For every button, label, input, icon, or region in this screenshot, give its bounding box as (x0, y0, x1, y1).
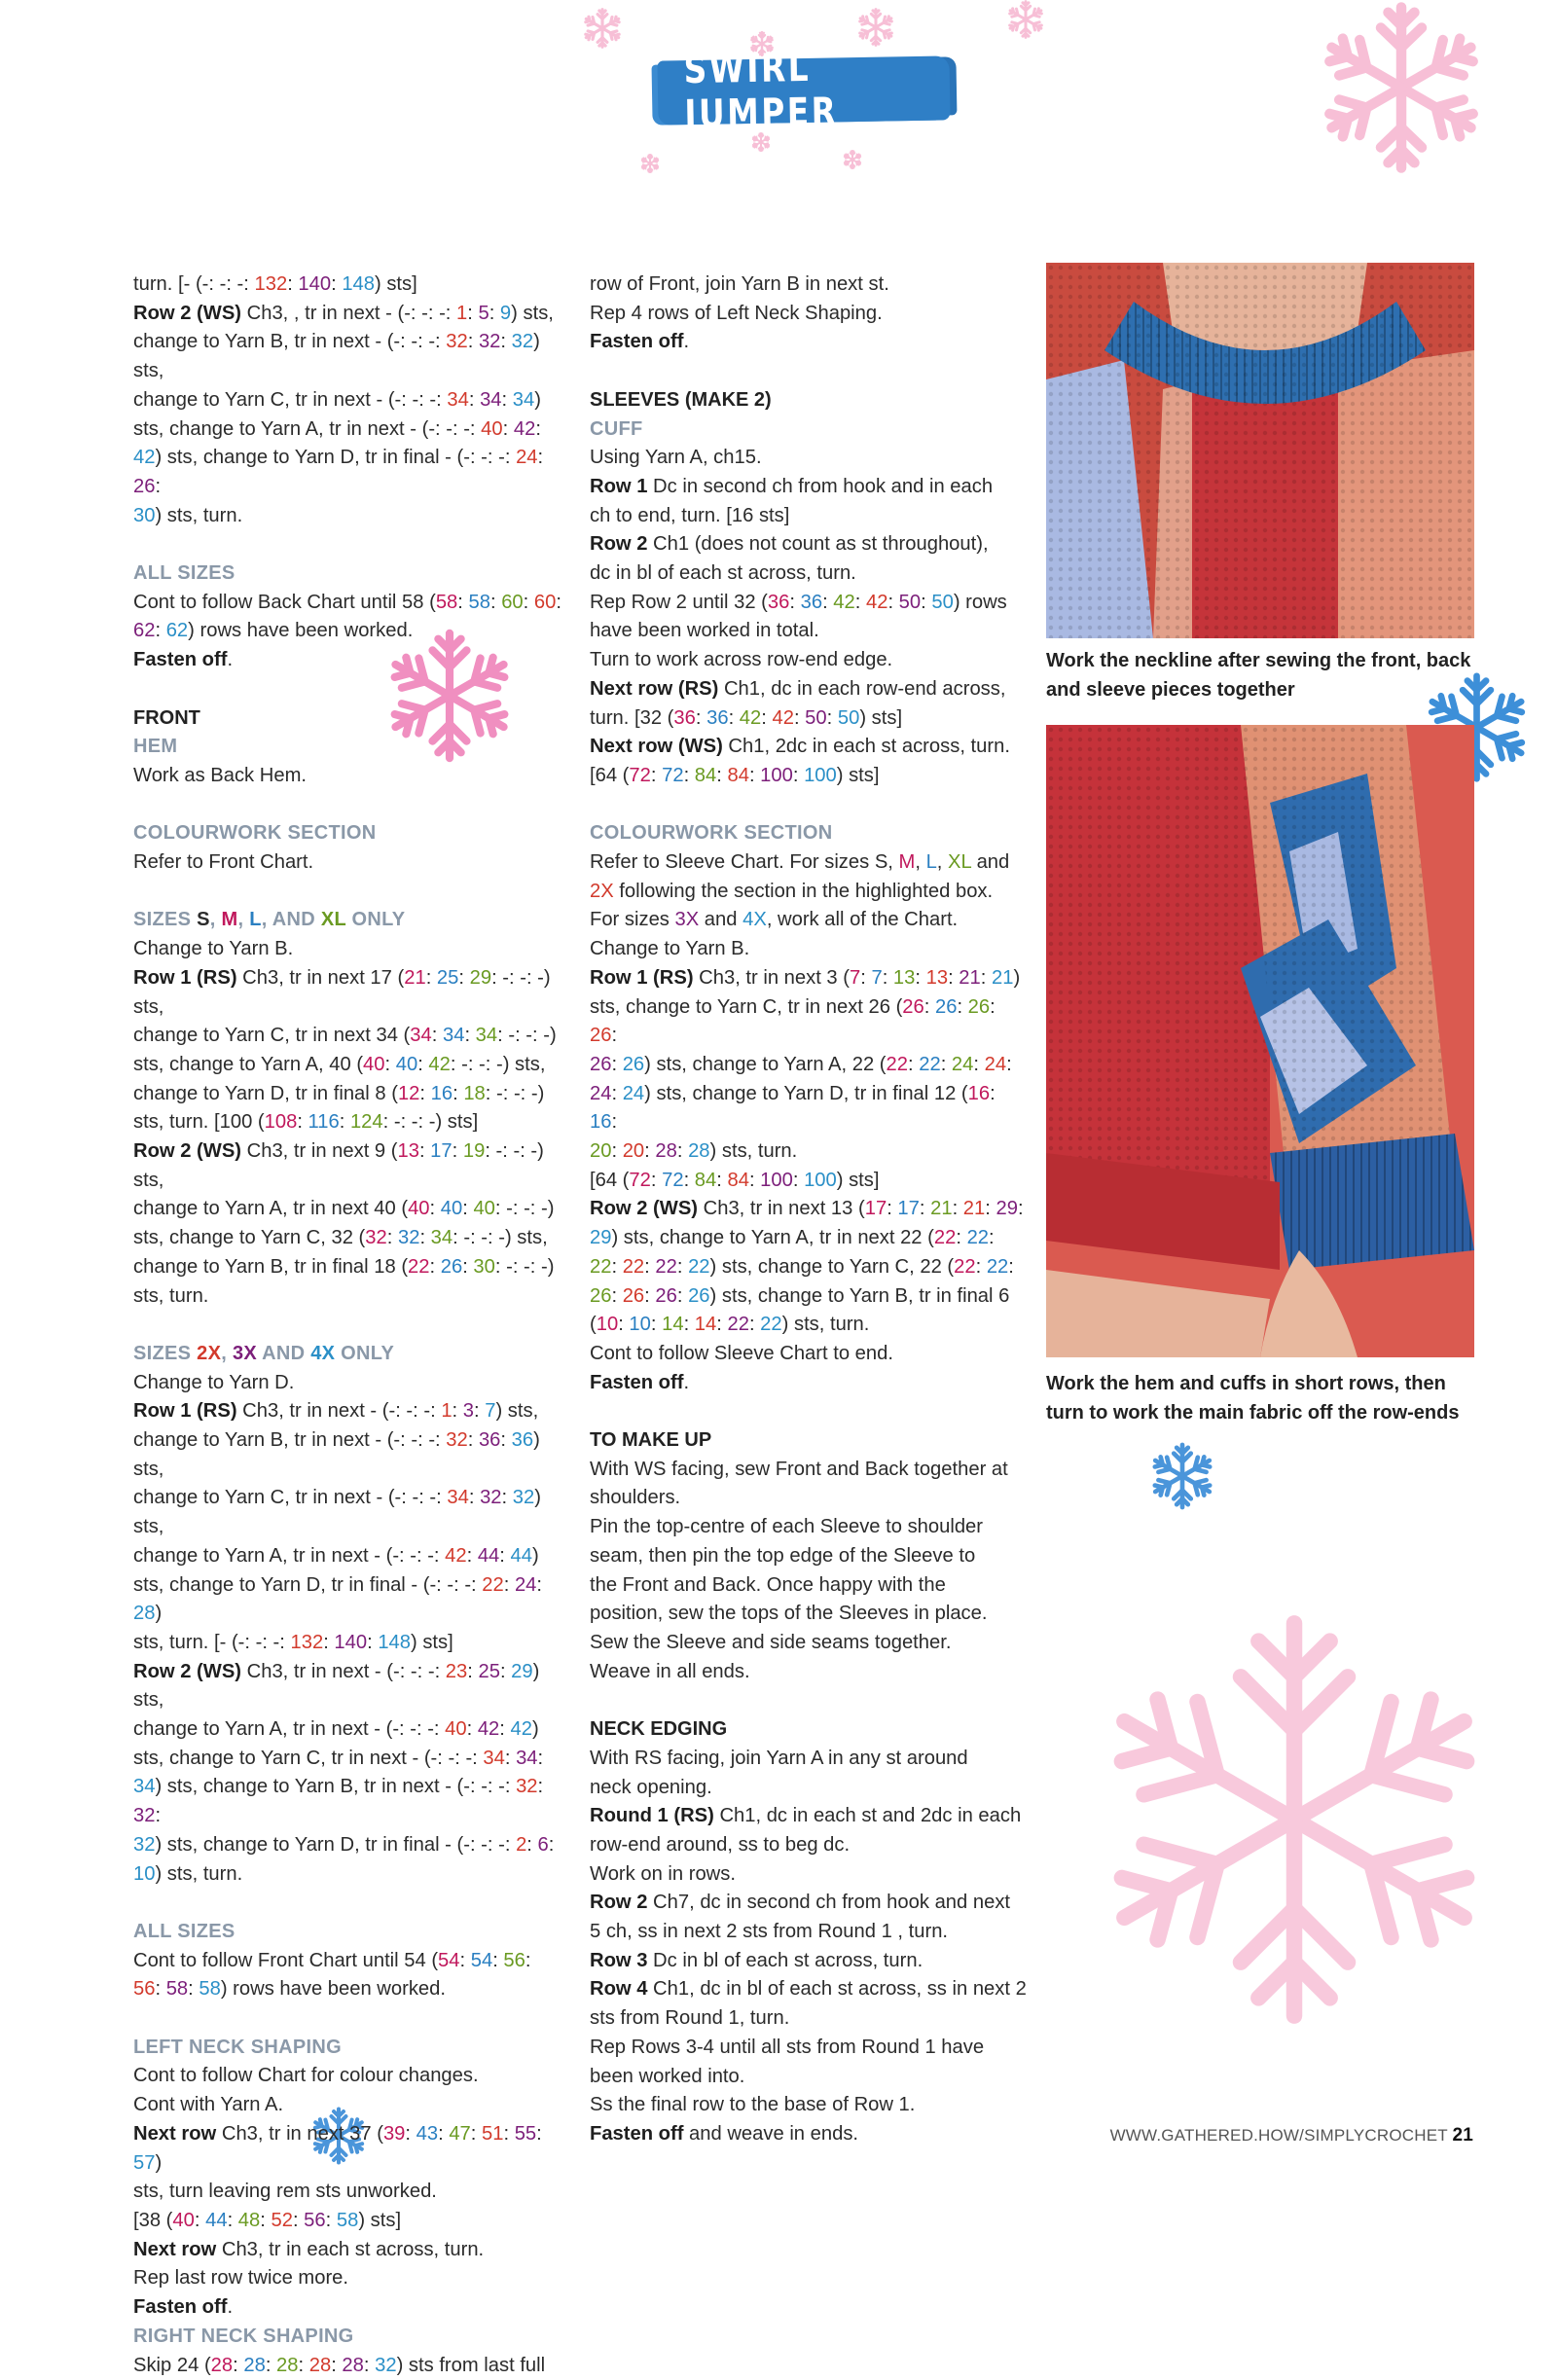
text-line: 26: 26) sts, change to Yarn A, 22 (22: 22: 24: 24: (590, 1053, 1012, 1075)
text-line: sts, turn. (133, 1284, 209, 1307)
text-line: turn. [32 (36: 36: 42: 42: 50: 50) sts] (590, 706, 903, 729)
text-line: sts, turn. [- (-: -: -: 132: 140: 148) sts] (133, 1631, 453, 1653)
text-line: row of Front, join Yarn B in next st. (590, 273, 889, 295)
text-line: Row 1 (RS) Ch3, tr in next 3 (7: 7: 13: 13: 21: 21) (590, 966, 1021, 989)
snowflake-icon (640, 154, 660, 173)
text-line: Using Yarn A, ch15. (590, 447, 762, 469)
text-line: Work as Back Hem. (133, 764, 307, 786)
text-line: 32) sts, change to Yarn D, tr in final - (-: -: -: 2: 6: (133, 1833, 555, 1856)
text-line: 10) sts, turn. (133, 1862, 243, 1885)
text-line: Change to Yarn B. (133, 938, 294, 960)
text-line: [38 (40: 44: 48: 52: 56: 58) sts] (133, 2210, 402, 2231)
text-line: Sew the Sleeve and side seams together. (590, 1632, 952, 1653)
snowflake-icon (1080, 1605, 1508, 2034)
text-line: change to Yarn A, tr in next 40 (40: 40: 40: -: -: -) (133, 1198, 555, 1220)
text-line: sts, change to Yarn D, tr in final - (-: -: -: 22: 24: 28) (133, 1573, 543, 1625)
text-line: sts, change to Yarn A, 40 (40: 40: 42: -: -: -) sts, (133, 1053, 546, 1075)
section-heading: NECK EDGING (590, 1718, 728, 1741)
text-line: Rep last row twice more. (133, 2267, 349, 2290)
text-line: Skip 24 (28: 28: 28: 28: 28: 32) sts from last full (133, 2354, 546, 2376)
text-line: 56: 58: 58) rows have been worked. (133, 1978, 446, 2001)
section-heading: COLOURWORK SECTION (590, 822, 833, 845)
text-line: Row 1 (RS) Ch3, tr in next 17 (21: 25: 29: -: -: -) sts, (133, 966, 551, 1018)
text-line: Fasten off. (590, 1371, 690, 1393)
text-line: turn. [- (-: -: -: 132: 140: 148) sts] (133, 273, 417, 295)
page-number: 21 (1452, 2125, 1473, 2146)
text-line: have been worked in total. (590, 620, 819, 642)
text-line: shoulders. (590, 1487, 681, 1509)
text-line: sts, change to Yarn C, 32 (32: 32: 34: -: -: -) sts, (133, 1227, 548, 1249)
text-line: Cont to follow Chart for colour changes. (133, 2065, 479, 2087)
text-line: sts, change to Yarn A, tr in next - (-: -: -: 40: 42: (133, 417, 541, 440)
text-line: 22: 22: 22: 22) sts, change to Yarn C, 22 (22: 22: (590, 1255, 1014, 1278)
text-line: Ss the final row to the base of Row 1. (590, 2094, 916, 2116)
text-line: Weave in all ends. (590, 1660, 750, 1682)
section-heading: RIGHT NECK SHAPING (133, 2325, 354, 2347)
page-title: SWIRL JUMPER (683, 45, 839, 138)
text-line: the Front and Back. Once happy with the (590, 1573, 946, 1596)
text-line: change to Yarn C, tr in next - (-: -: -: 34: 34: 34) (133, 388, 541, 411)
text-line: Row 2 (WS) Ch3, , tr in next - (-: -: -: 1: 5: 9) sts, (133, 302, 554, 324)
text-line: Refer to Sleeve Chart. For sizes S, M, L, XL and (590, 851, 1010, 874)
photo-caption: Work the hem and cuffs in short rows, then turn to work the main fabric off the row-ends (1046, 1373, 1460, 1424)
text-line: Fasten off. (133, 2296, 234, 2319)
text-line: Fasten off. (590, 331, 690, 353)
snowflake-icon (843, 150, 862, 169)
title-banner (657, 45, 950, 138)
text-line: Cont to follow Front Chart until 54 (54: 54: 56: (133, 1949, 531, 1971)
text-line: Work on in rows. (590, 1862, 736, 1885)
pattern-column-middle (590, 270, 1028, 2149)
text-line: [64 (72: 72: 84: 84: 100: 100) sts] (590, 1169, 880, 1191)
section-heading: SLEEVES (MAKE 2) (590, 388, 772, 411)
section-heading: SIZES S, M, L, AND XL ONLY (133, 909, 406, 931)
section-heading: TO MAKE UP (590, 1429, 712, 1452)
text-line: row-end around, ss to beg dc. (590, 1833, 851, 1856)
text-line: sts, change to Yarn C, tr in next 26 (26: 26: 26: 26: (590, 995, 996, 1047)
text-line: Round 1 (RS) Ch1, dc in each st and 2dc in each (590, 1805, 1022, 1827)
text-line: Next row (RS) Ch1, dc in each row-end across, (590, 677, 1006, 700)
website-link[interactable]: WWW.GATHERED.HOW/SIMPLYCROCHET (1109, 2126, 1448, 2145)
text-line: Row 2 Ch1 (does not count as st throughout), (590, 533, 989, 556)
text-line: Change to Yarn D. (133, 1371, 295, 1393)
text-line: For sizes 3X and 4X, work all of the Chart. (590, 909, 959, 931)
text-line: Fasten off. (133, 649, 234, 671)
text-line: 26: 26: 26: 26) sts, change to Yarn B, tr in final 6 (590, 1284, 1010, 1307)
text-line: 5 ch, ss in next 2 sts from Round 1 , turn. (590, 1921, 949, 1943)
text-line: [64 (72: 72: 84: 84: 100: 100) sts] (590, 764, 880, 786)
text-line: (10: 10: 14: 14: 22: 22) sts, turn. (590, 1314, 870, 1336)
snowflake-icon (856, 8, 895, 47)
text-line: sts, turn leaving rem sts unworked. (133, 2181, 437, 2203)
text-line: change to Yarn B, tr in next - (-: -: -: 32: 36: 36) sts, (133, 1429, 540, 1480)
text-line: Rep Rows 3-4 until all sts from Round 1 have (590, 2036, 985, 2058)
text-line: change to Yarn A, tr in next - (-: -: -: 42: 44: 44) (133, 1544, 539, 1567)
text-line: With WS facing, sew Front and Back together at (590, 1458, 1008, 1480)
sleeve-photo (1046, 725, 1474, 1357)
snowflake-icon (1285, 0, 1518, 175)
jumper-neckline-image (1046, 263, 1474, 638)
neckline-photo (1046, 263, 1474, 638)
section-heading: LEFT NECK SHAPING (133, 2036, 342, 2058)
section-heading: CUFF (590, 417, 643, 440)
text-line: Row 2 (WS) Ch3, tr in next 13 (17: 17: 21: 21: 29: (590, 1198, 1024, 1220)
text-line: 24: 24) sts, change to Yarn D, tr in final 12 (16: 16: (590, 1082, 996, 1134)
text-line: Row 3 Dc in bl of each st across, turn. (590, 1949, 923, 1971)
text-line: change to Yarn C, tr in next - (-: -: -: 34: 32: 32) sts, (133, 1487, 541, 1538)
text-line: position, sew the tops of the Sleeves in place. (590, 1603, 988, 1625)
text-line: Row 1 Dc in second ch from hook and in each (590, 475, 994, 497)
text-line: Cont to follow Back Chart until 58 (58: 58: 60: 60: (133, 591, 561, 613)
text-line: sts, change to Yarn C, tr in next - (-: -: -: 34: 34: (133, 1747, 544, 1769)
section-heading: FRONT (133, 706, 200, 729)
text-line: Fasten off and weave in ends. (590, 2122, 859, 2145)
section-heading: ALL SIZES (133, 1920, 235, 1942)
text-line: Cont with Yarn A. (133, 2094, 284, 2116)
text-line: Refer to Front Chart. (133, 851, 314, 874)
snowflake-icon (582, 8, 623, 49)
text-line: Next row Ch3, tr in each st across, turn. (133, 2238, 485, 2260)
text-line: 2X following the section in the highlighted box. (590, 880, 994, 902)
jumper-sleeve-image (1046, 725, 1474, 1357)
text-line: change to Yarn B, tr in final 18 (22: 26: 30: -: -: -) (133, 1255, 555, 1278)
photo-caption: Work the neckline after sewing the front, back and sleeve pieces together (1046, 650, 1471, 701)
text-line: Row 2 Ch7, dc in second ch from hook and next (590, 1892, 1011, 1914)
text-line: Cont to follow Sleeve Chart to end. (590, 1342, 893, 1364)
text-line: Turn to work across row-end edge. (590, 649, 893, 671)
text-line: 34) sts, change to Yarn B, tr in next - (-: -: -: 32: 32: (133, 1776, 544, 1827)
text-line: Rep 4 rows of Left Neck Shaping. (590, 302, 883, 324)
text-line: 30) sts, turn. (133, 504, 243, 526)
text-line: sts from Round 1, turn. (590, 2007, 790, 2030)
snowflake-icon (1148, 1442, 1216, 1510)
text-line: dc in bl of each st across, turn. (590, 562, 856, 585)
text-line: Pin the top-centre of each Sleeve to shoulder (590, 1516, 984, 1538)
text-line: Next row Ch3, tr in next 37 (39: 43: 47: 51: 55: 57) (133, 2122, 542, 2174)
text-line: change to Yarn D, tr in final 8 (12: 16: 18: -: -: -) (133, 1082, 545, 1104)
text-line: 42) sts, change to Yarn D, tr in final - (-: -: -: 24: 26: (133, 447, 544, 497)
text-line: Rep Row 2 until 32 (36: 36: 42: 42: 50: 50) rows (590, 591, 1007, 613)
text-line: change to Yarn B, tr in next - (-: -: -: 32: 32: 32) sts, (133, 331, 540, 382)
text-line: Next row (WS) Ch1, 2dc in each st across, turn. (590, 736, 1010, 758)
text-line: With RS facing, join Yarn A in any st around (590, 1747, 968, 1769)
text-line: been worked into. (590, 2065, 745, 2087)
text-line: neck opening. (590, 1776, 712, 1798)
text-line: 29) sts, change to Yarn A, tr in next 22 (22: 22: (590, 1227, 995, 1249)
page-footer (1110, 2125, 1473, 2146)
text-line: 62: 62) rows have been worked. (133, 620, 414, 642)
text-line: change to Yarn A, tr in next - (-: -: -: 40: 42: 42) (133, 1718, 539, 1741)
text-line: Row 2 (WS) Ch3, tr in next 9 (13: 17: 19: -: -: -) sts, (133, 1140, 544, 1191)
text-line: seam, then pin the top edge of the Sleeve to (590, 1544, 976, 1567)
text-line: change to Yarn C, tr in next 34 (34: 34: 34: -: -: -) (133, 1025, 557, 1047)
section-heading: SIZES 2X, 3X AND 4X ONLY (133, 1342, 395, 1364)
section-heading: ALL SIZES (133, 562, 235, 585)
text-line: Row 2 (WS) Ch3, tr in next - (-: -: -: 23: 25: 29) sts, (133, 1660, 540, 1712)
text-line: 20: 20: 28: 28) sts, turn. (590, 1140, 798, 1163)
section-heading: COLOURWORK SECTION (133, 822, 377, 845)
text-line: Change to Yarn B. (590, 938, 750, 960)
text-line: sts, turn. [100 (108: 116: 124: -: -: -) sts] (133, 1111, 479, 1134)
text-line: Row 4 Ch1, dc in bl of each st across, ss in next 2 (590, 1978, 1027, 2001)
text-line: ch to end, turn. [16 sts] (590, 504, 790, 526)
text-line: Row 1 (RS) Ch3, tr in next - (-: -: -: 1: 3: 7) sts, (133, 1400, 539, 1423)
snowflake-icon (1002, 0, 1049, 39)
section-heading: HEM (133, 736, 178, 758)
pattern-column-left (133, 270, 561, 2380)
